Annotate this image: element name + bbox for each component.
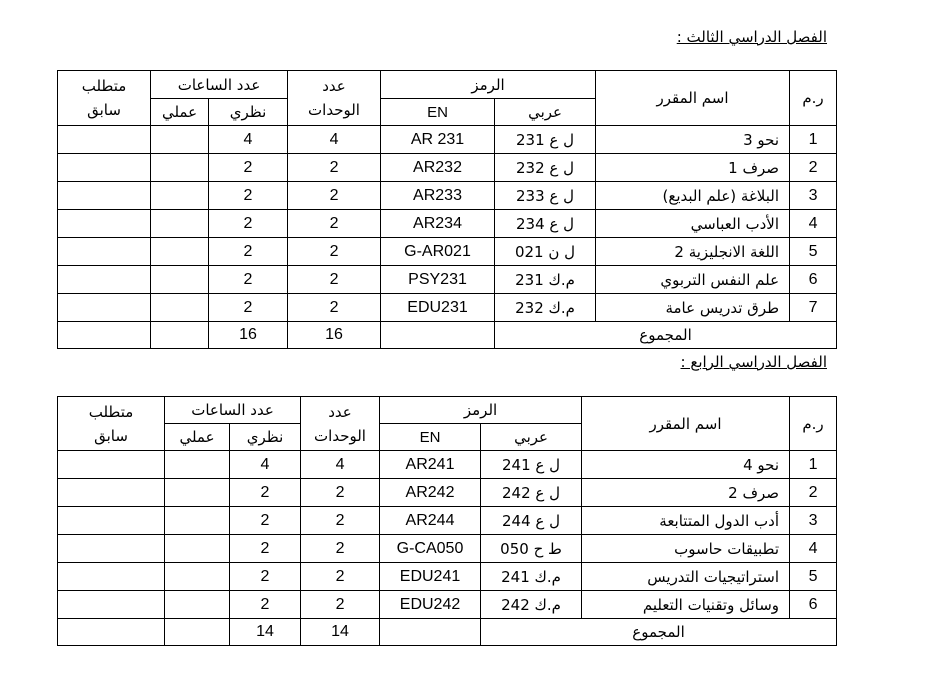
row-number-cell: 1 — [790, 126, 837, 154]
table-row — [58, 294, 837, 322]
course-name-cell: علم النفس التربوي — [596, 266, 790, 294]
units-header: عدد الوحدات — [301, 397, 380, 451]
practical-cell — [151, 210, 209, 238]
total-code-en — [380, 619, 481, 646]
row-number-cell: 3 — [790, 507, 837, 535]
practical-cell — [165, 479, 230, 507]
units-cell: 2 — [301, 479, 380, 507]
theory-cell: 2 — [209, 294, 288, 322]
units-cell: 2 — [301, 535, 380, 563]
table-row — [58, 591, 837, 619]
row-number-cell: 4 — [790, 535, 837, 563]
course-name-cell: استراتيجيات التدريس — [582, 563, 790, 591]
units-cell: 4 — [301, 451, 380, 479]
row-number-header: ر.م — [790, 397, 837, 451]
arabic-code-cell: ل ع 232 — [495, 154, 596, 182]
arabic-code-cell: م.ك 242 — [481, 591, 582, 619]
en-code-cell: AR 231 — [381, 126, 495, 154]
arabic-code-cell: ل ن 021 — [495, 238, 596, 266]
prereq-cell — [58, 154, 151, 182]
arabic-code-cell: ل ع 242 — [481, 479, 582, 507]
table-row — [58, 182, 837, 210]
course-name-cell: نحو 4 — [582, 451, 790, 479]
theory-header: نظري — [209, 99, 288, 126]
practical-header: عملي — [151, 99, 209, 126]
semester-4-title: الفصل الدراسي الرابع : — [680, 353, 827, 371]
units-cell: 4 — [288, 126, 381, 154]
practical-cell — [151, 182, 209, 210]
row-number-cell: 5 — [790, 238, 837, 266]
table-row — [58, 507, 837, 535]
practical-cell — [165, 563, 230, 591]
total-practical — [151, 322, 209, 349]
course-name-cell: تطبيقات حاسوب — [582, 535, 790, 563]
practical-cell — [165, 507, 230, 535]
practical-cell — [151, 266, 209, 294]
semester-3-title: الفصل الدراسي الثالث : — [676, 28, 827, 46]
prereq-cell — [58, 294, 151, 322]
en-code-cell: AR242 — [380, 479, 481, 507]
en-code-cell: EDU231 — [381, 294, 495, 322]
arabic-code-cell: ل ع 231 — [495, 126, 596, 154]
practical-cell — [151, 126, 209, 154]
course-name-cell: صرف 1 — [596, 154, 790, 182]
en-code-header: EN — [380, 424, 481, 451]
arabic-code-header: عربي — [481, 424, 582, 451]
row-number-cell: 5 — [790, 563, 837, 591]
arabic-code-cell: ل ع 234 — [495, 210, 596, 238]
prereq-cell — [58, 238, 151, 266]
course-name-cell: نحو 3 — [596, 126, 790, 154]
en-code-cell: AR233 — [381, 182, 495, 210]
arabic-code-cell: ل ع 241 — [481, 451, 582, 479]
practical-cell — [151, 154, 209, 182]
prereq-cell — [58, 451, 165, 479]
theory-cell: 2 — [209, 210, 288, 238]
table-row — [58, 479, 837, 507]
units-cell: 2 — [288, 210, 381, 238]
arabic-code-cell: م.ك 232 — [495, 294, 596, 322]
table-row — [58, 210, 837, 238]
units-cell: 2 — [301, 591, 380, 619]
theory-cell: 2 — [230, 507, 301, 535]
theory-cell: 2 — [230, 563, 301, 591]
prereq-cell — [58, 591, 165, 619]
course-name-cell: طرق تدريس عامة — [596, 294, 790, 322]
row-number-header: ر.م — [790, 71, 837, 126]
theory-cell: 4 — [209, 126, 288, 154]
en-code-cell: AR244 — [380, 507, 481, 535]
en-code-cell: AR241 — [380, 451, 481, 479]
course-name-header: اسم المقرر — [596, 71, 790, 126]
arabic-code-cell: ل ع 233 — [495, 182, 596, 210]
total-units: 14 — [301, 619, 380, 646]
prereq-cell — [58, 563, 165, 591]
row-number-cell: 6 — [790, 266, 837, 294]
arabic-code-cell: ط ح 050 — [481, 535, 582, 563]
prereq-header: متطلب سابق — [58, 71, 151, 126]
practical-cell — [165, 535, 230, 563]
units-cell: 2 — [288, 182, 381, 210]
units-cell: 2 — [288, 154, 381, 182]
en-code-header: EN — [381, 99, 495, 126]
theory-cell: 4 — [230, 451, 301, 479]
theory-cell: 2 — [209, 266, 288, 294]
units-cell: 2 — [288, 266, 381, 294]
prereq-cell — [58, 126, 151, 154]
theory-cell: 2 — [230, 535, 301, 563]
theory-cell: 2 — [209, 154, 288, 182]
practical-cell — [151, 294, 209, 322]
total-units: 16 — [288, 322, 381, 349]
course-name-header: اسم المقرر — [582, 397, 790, 451]
en-code-cell: EDU242 — [380, 591, 481, 619]
total-code-en — [381, 322, 495, 349]
theory-header: نظري — [230, 424, 301, 451]
total-prereq — [58, 619, 165, 646]
table-row — [58, 266, 837, 294]
total-theory: 14 — [230, 619, 301, 646]
course-name-cell: صرف 2 — [582, 479, 790, 507]
units-cell: 2 — [288, 238, 381, 266]
table-row — [58, 563, 837, 591]
en-code-cell: EDU241 — [380, 563, 481, 591]
row-number-cell: 7 — [790, 294, 837, 322]
course-name-cell: أدب الدول المتتابعة — [582, 507, 790, 535]
practical-cell — [165, 591, 230, 619]
theory-cell: 2 — [230, 479, 301, 507]
en-code-cell: AR232 — [381, 154, 495, 182]
code-header: الرمز — [381, 71, 596, 99]
prereq-cell — [58, 507, 165, 535]
row-number-cell: 4 — [790, 210, 837, 238]
en-code-cell: PSY231 — [381, 266, 495, 294]
arabic-code-cell: م.ك 241 — [481, 563, 582, 591]
practical-cell — [151, 238, 209, 266]
prereq-header: متطلب سابق — [58, 397, 165, 451]
table-row — [58, 238, 837, 266]
units-header: عدد الوحدات — [288, 71, 381, 126]
en-code-cell: AR234 — [381, 210, 495, 238]
course-name-cell: اللغة الانجليزية 2 — [596, 238, 790, 266]
row-number-cell: 2 — [790, 479, 837, 507]
code-header: الرمز — [380, 397, 582, 424]
semester-4-table — [57, 396, 837, 646]
units-cell: 2 — [301, 507, 380, 535]
course-name-cell: وسائل وتقنيات التعليم — [582, 591, 790, 619]
prereq-cell — [58, 535, 165, 563]
semester-3-table — [57, 70, 837, 349]
total-theory: 16 — [209, 322, 288, 349]
row-number-cell: 2 — [790, 154, 837, 182]
row-number-cell: 1 — [790, 451, 837, 479]
hours-header: عدد الساعات — [165, 397, 301, 424]
table-row — [58, 126, 837, 154]
en-code-cell: G-CA050 — [380, 535, 481, 563]
units-cell: 2 — [301, 563, 380, 591]
arabic-code-header: عربي — [495, 99, 596, 126]
practical-header: عملي — [165, 424, 230, 451]
prereq-cell — [58, 182, 151, 210]
table-row — [58, 451, 837, 479]
theory-cell: 2 — [230, 591, 301, 619]
practical-cell — [165, 451, 230, 479]
theory-cell: 2 — [209, 182, 288, 210]
arabic-code-cell: م.ك 231 — [495, 266, 596, 294]
total-practical — [165, 619, 230, 646]
prereq-cell — [58, 266, 151, 294]
table-row — [58, 535, 837, 563]
row-number-cell: 6 — [790, 591, 837, 619]
table-row — [58, 154, 837, 182]
row-number-cell: 3 — [790, 182, 837, 210]
prereq-cell — [58, 210, 151, 238]
en-code-cell: G-AR021 — [381, 238, 495, 266]
units-cell: 2 — [288, 294, 381, 322]
course-name-cell: الأدب العباسي — [596, 210, 790, 238]
total-label: المجموع — [481, 619, 837, 646]
arabic-code-cell: ل ع 244 — [481, 507, 582, 535]
prereq-cell — [58, 479, 165, 507]
total-prereq — [58, 322, 151, 349]
course-name-cell: البلاغة (علم البديع) — [596, 182, 790, 210]
total-label: المجموع — [495, 322, 837, 349]
hours-header: عدد الساعات — [151, 71, 288, 99]
theory-cell: 2 — [209, 238, 288, 266]
